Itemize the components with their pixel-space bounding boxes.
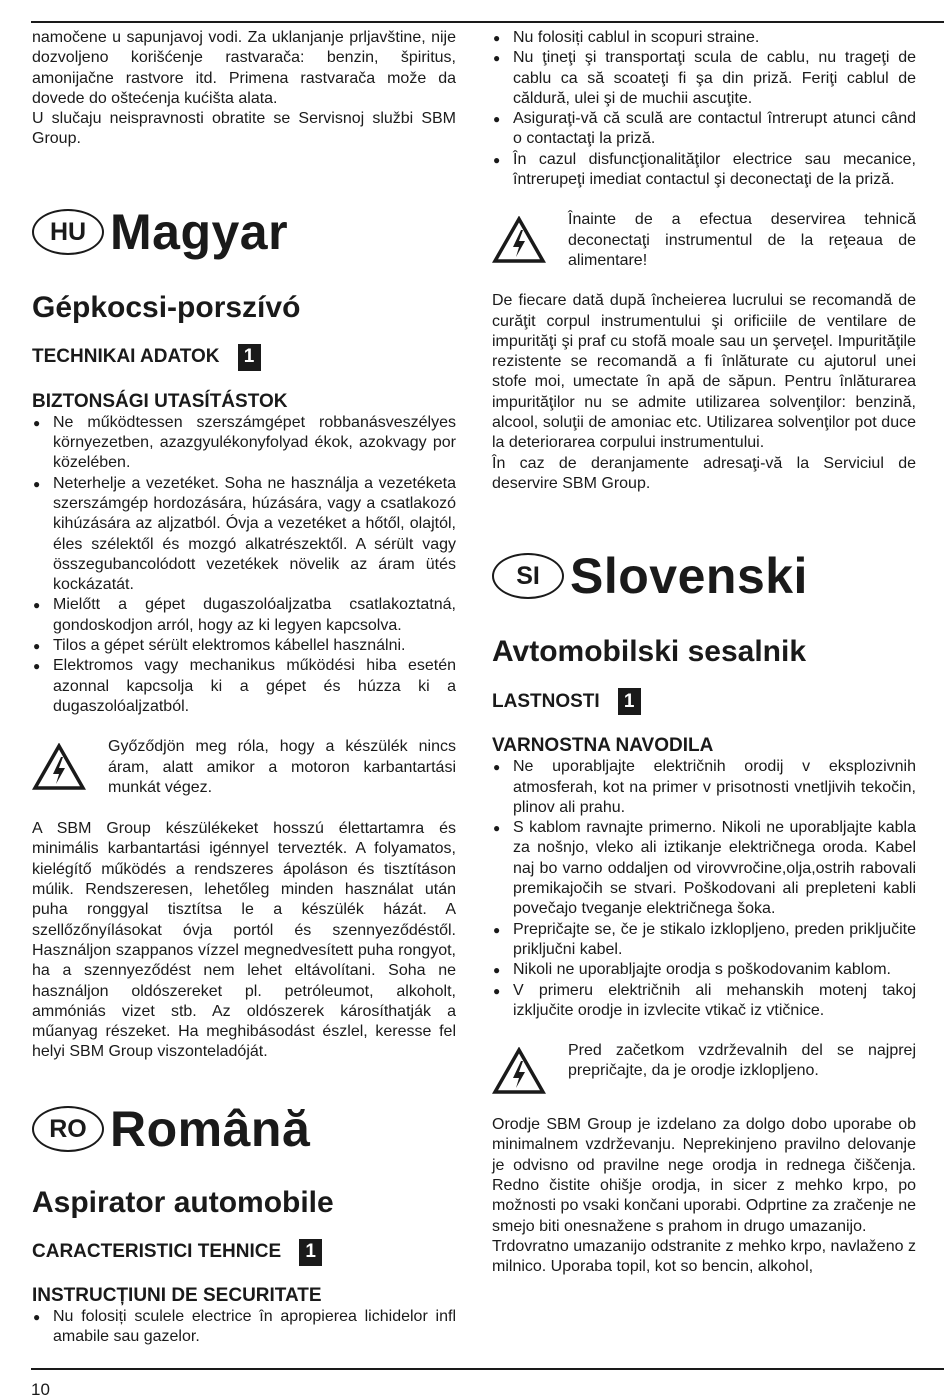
warning-block xyxy=(492,210,916,271)
tech-data-heading xyxy=(492,688,916,715)
list-item: ● Nikoli ne uporabljajte orodja s poškodovanim kablom. xyxy=(492,960,916,980)
safety-list xyxy=(32,1307,456,1348)
language-heading-ro xyxy=(32,1101,456,1157)
bottom-rule xyxy=(31,1368,944,1370)
list-item: ● Nu ţineţi şi transportaţi scula de cablu, nu trageţi de cablu ca să scoateţi fi şa din priză. Feriţi cablul de căldură, ulei şi de muchii ascuţite. xyxy=(492,48,916,109)
page-number: 10 xyxy=(31,1380,50,1399)
electric-hazard-warning-icon xyxy=(32,743,86,791)
warning-text: Înainte de a efectua deservirea tehnică deconectaţi instrumentul de la reţeaua de alimentare! xyxy=(568,211,916,269)
list-item: ● V primeru električnih ali mehanskih motenj takoj izključite orodje in izvlecite vtikač iz vtičnice. xyxy=(492,981,916,1022)
list-item: ● Asiguraţi-vă că sculă are contactul întrerupt atunci când o contactaţi la priză. xyxy=(492,109,916,150)
tech-data-heading xyxy=(32,1239,456,1266)
safety-heading: INSTRUCȚIUNI DE SECURITATE xyxy=(32,1284,322,1306)
language-code-badge: RO xyxy=(32,1106,104,1152)
list-item: ● Mielőtt a gépet dugaszolóaljzatba csatlakoztatná, gondoskodjon arról, hogy az ki legyen kapcsolva. xyxy=(32,595,456,636)
list-item: ● Nu folosiți cablul in scopuri straine. xyxy=(492,28,916,48)
figure-number-badge: 1 xyxy=(238,344,261,371)
figure-number-badge: 1 xyxy=(618,688,641,715)
tech-data-label: CARACTERISTICI TEHNICE xyxy=(32,1241,282,1263)
tech-data-label: TECHNIKAI ADATOK xyxy=(32,346,220,368)
product-title: Avtomobilski sesalnik xyxy=(492,635,807,669)
language-code-badge: HU xyxy=(32,209,104,255)
product-title: Gépkocsi-porszívó xyxy=(32,290,301,324)
safety-heading: BIZTONSÁGI UTASÍTÁSTOK xyxy=(32,390,288,412)
safety-list xyxy=(32,413,456,717)
language-title: Română xyxy=(110,1100,311,1157)
electric-hazard-warning-icon xyxy=(492,216,546,264)
list-item: ● Prepričajte se, če je stikalo izklopljeno, preden priključite priključni kabel. xyxy=(492,920,916,961)
product-title: Aspirator automobile xyxy=(32,1185,334,1219)
intro-paragraph: namočene u sapunjavoj vodi. Za uklanjanje prljavštine, nije dozvoljeno korišćenje rastvarača: benzin, špiritus, amonijačne rastvore itd. Primena rastvarača može da dovede do oštećenja kućišta alata. xyxy=(32,29,456,107)
tech-data-label: LASTNOSTI xyxy=(492,690,600,712)
language-code-badge: SI xyxy=(492,553,564,599)
language-heading-hu xyxy=(32,204,456,260)
figure-number-badge: 1 xyxy=(299,1239,322,1266)
electric-hazard-warning-icon xyxy=(492,1047,546,1095)
care-paragraph: Orodje SBM Group je izdelano za dolgo dobo uporabe ob minimalnem vzdrževanju. Neprekinjeno pravilno delovanje je odvisno od pravilne nege orodja in rednega čiščenja. Redno čistite ohišje orodja, in sicer z mehko krpo, po možnosti po vsaki končani uporabi. Odprtine za zračenje ne smejo biti onesnažene s prahom in drugo umazanijo. xyxy=(492,1116,916,1235)
care-paragraph: De fiecare dată după încheierea lucrului se recomandă de curăţit corpul instrumentului şi orificiile de ventilare de impurităţi şi praf cu stofă moale sau un şerveţel. Impurităţile rezistente se recomandă a fi înlăturate cu ajutorul unei stofe moi, umectate în apă de săpun. Pentru înlăturarea impurităţilor nu se admite utilizarea solvenţilor: benzină, alcool, soluţii de amoniac etc. Utilizarea solvenţilor pot duce la deteriorarea corpului instrumentului. xyxy=(492,292,916,452)
language-title: Slovenski xyxy=(570,548,808,605)
language-heading-si xyxy=(492,548,916,604)
care-paragraph: În caz de deranjamente adresaţi-vă la Serviciul de deservire SBM Group. xyxy=(492,454,916,492)
warning-text: Pred začetkom vzdrževalnih del se najprej prepričajte, da je orodje izklopljeno. xyxy=(568,1042,916,1080)
list-item: ● Tilos a gépet sérült elektromos kábellel használni. xyxy=(32,636,456,656)
right-column xyxy=(492,28,916,1277)
left-column xyxy=(32,28,456,1347)
warning-block xyxy=(492,1041,916,1095)
language-title: Magyar xyxy=(110,203,289,260)
safety-list xyxy=(492,757,916,1021)
list-item: ● Nu folosiți sculele electrice în apropierea lichidelor infl amabile sau gazelor. xyxy=(32,1307,456,1348)
safety-list-continued xyxy=(492,28,916,190)
list-item: ● Neterhelje a vezetéket. Soha ne használja a vezetéketa szerszámgép hordozására, húzására, vagy a csatlakozó kihúzására az aljzatból. Óvja a vezetéket a hőtől, olajtól, éles szélektől és mozgó alkatrészektől. A sérült vagy összegubancolódott vezetékek növelik az áram ütés kockázatát. xyxy=(32,474,456,596)
care-paragraph: Trdovratno umazanijo odstranite z mehko krpo, navlaženo z milnico. Uporaba topil, kot so bencin, alkohol, xyxy=(492,1237,916,1276)
safety-heading: VARNOSTNA NAVODILA xyxy=(492,735,714,757)
tech-data-heading xyxy=(32,344,456,371)
warning-text: Győződjön meg róla, hogy a készülék nincs áram, alatt amikor a motoron karbantartási munkát végez. xyxy=(108,738,456,796)
care-paragraph: A SBM Group készülékeket hosszú élettartamra és minimális karbantartási igénnyel tervezték. A folyamatos, kielégítő működés a rendszeres ápoláson és tisztításon múlik. Rendszeresen, lehetőleg minden használat után puha ronggyal tisztítsa le a készülék házát. A szellőzőnyílásokat óvja portól és szennyeződéstől. Használjon szappanos vízzel megnedvesített puha rongyot, ha a szennyeződést nem lehet eltávolítani. Soha ne használjon oldószereket pl. petróleumot, alkoholt, ammóniás vizet stb. Az oldószerek károsíthatják a műanyag részeket. Ha meghibásodást észlel, keresse fel helyi SBM Group viszonteladóját. xyxy=(32,820,456,1061)
intro-paragraph: U slučaju neispravnosti obratite se Servisnoj službi SBM Group. xyxy=(32,110,456,148)
list-item: ● Elektromos vagy mechanikus működési hiba esetén azonnal kapcsolja ki a gépet és húzza ki a dugaszolóaljzatból. xyxy=(32,656,456,717)
top-rule xyxy=(31,21,944,23)
list-item: ● În cazul disfuncţionalităţilor electrice sau mecanice, întrerupeţi imediat contactul şi deconectaţi de la priză. xyxy=(492,150,916,191)
warning-block xyxy=(32,737,456,798)
list-item: ● Ne működtessen szerszámgépet robbanásveszélyes környezetben, azazgyulékonyfolyad ékok, azokvagy por közelében. xyxy=(32,413,456,474)
list-item: ● S kablom ravnajte primerno. Nikoli ne uporabljajte kabla za nošnjo, vleko ali iztikanje električnega oroda. Kabel naj bo varno oddaljen od virovvročine,olja,ostrih rabovali premikajočih se stvari. Poškodovani ali prepleteni kabli povečajo tveganje električnega šoka. xyxy=(492,818,916,919)
list-item: ● Ne uporabljajte električnih orodij v eksplozivnih atmosferah, kot na primer v prisotnosti vnetljivih tekočin, plinov ali prahu. xyxy=(492,757,916,818)
